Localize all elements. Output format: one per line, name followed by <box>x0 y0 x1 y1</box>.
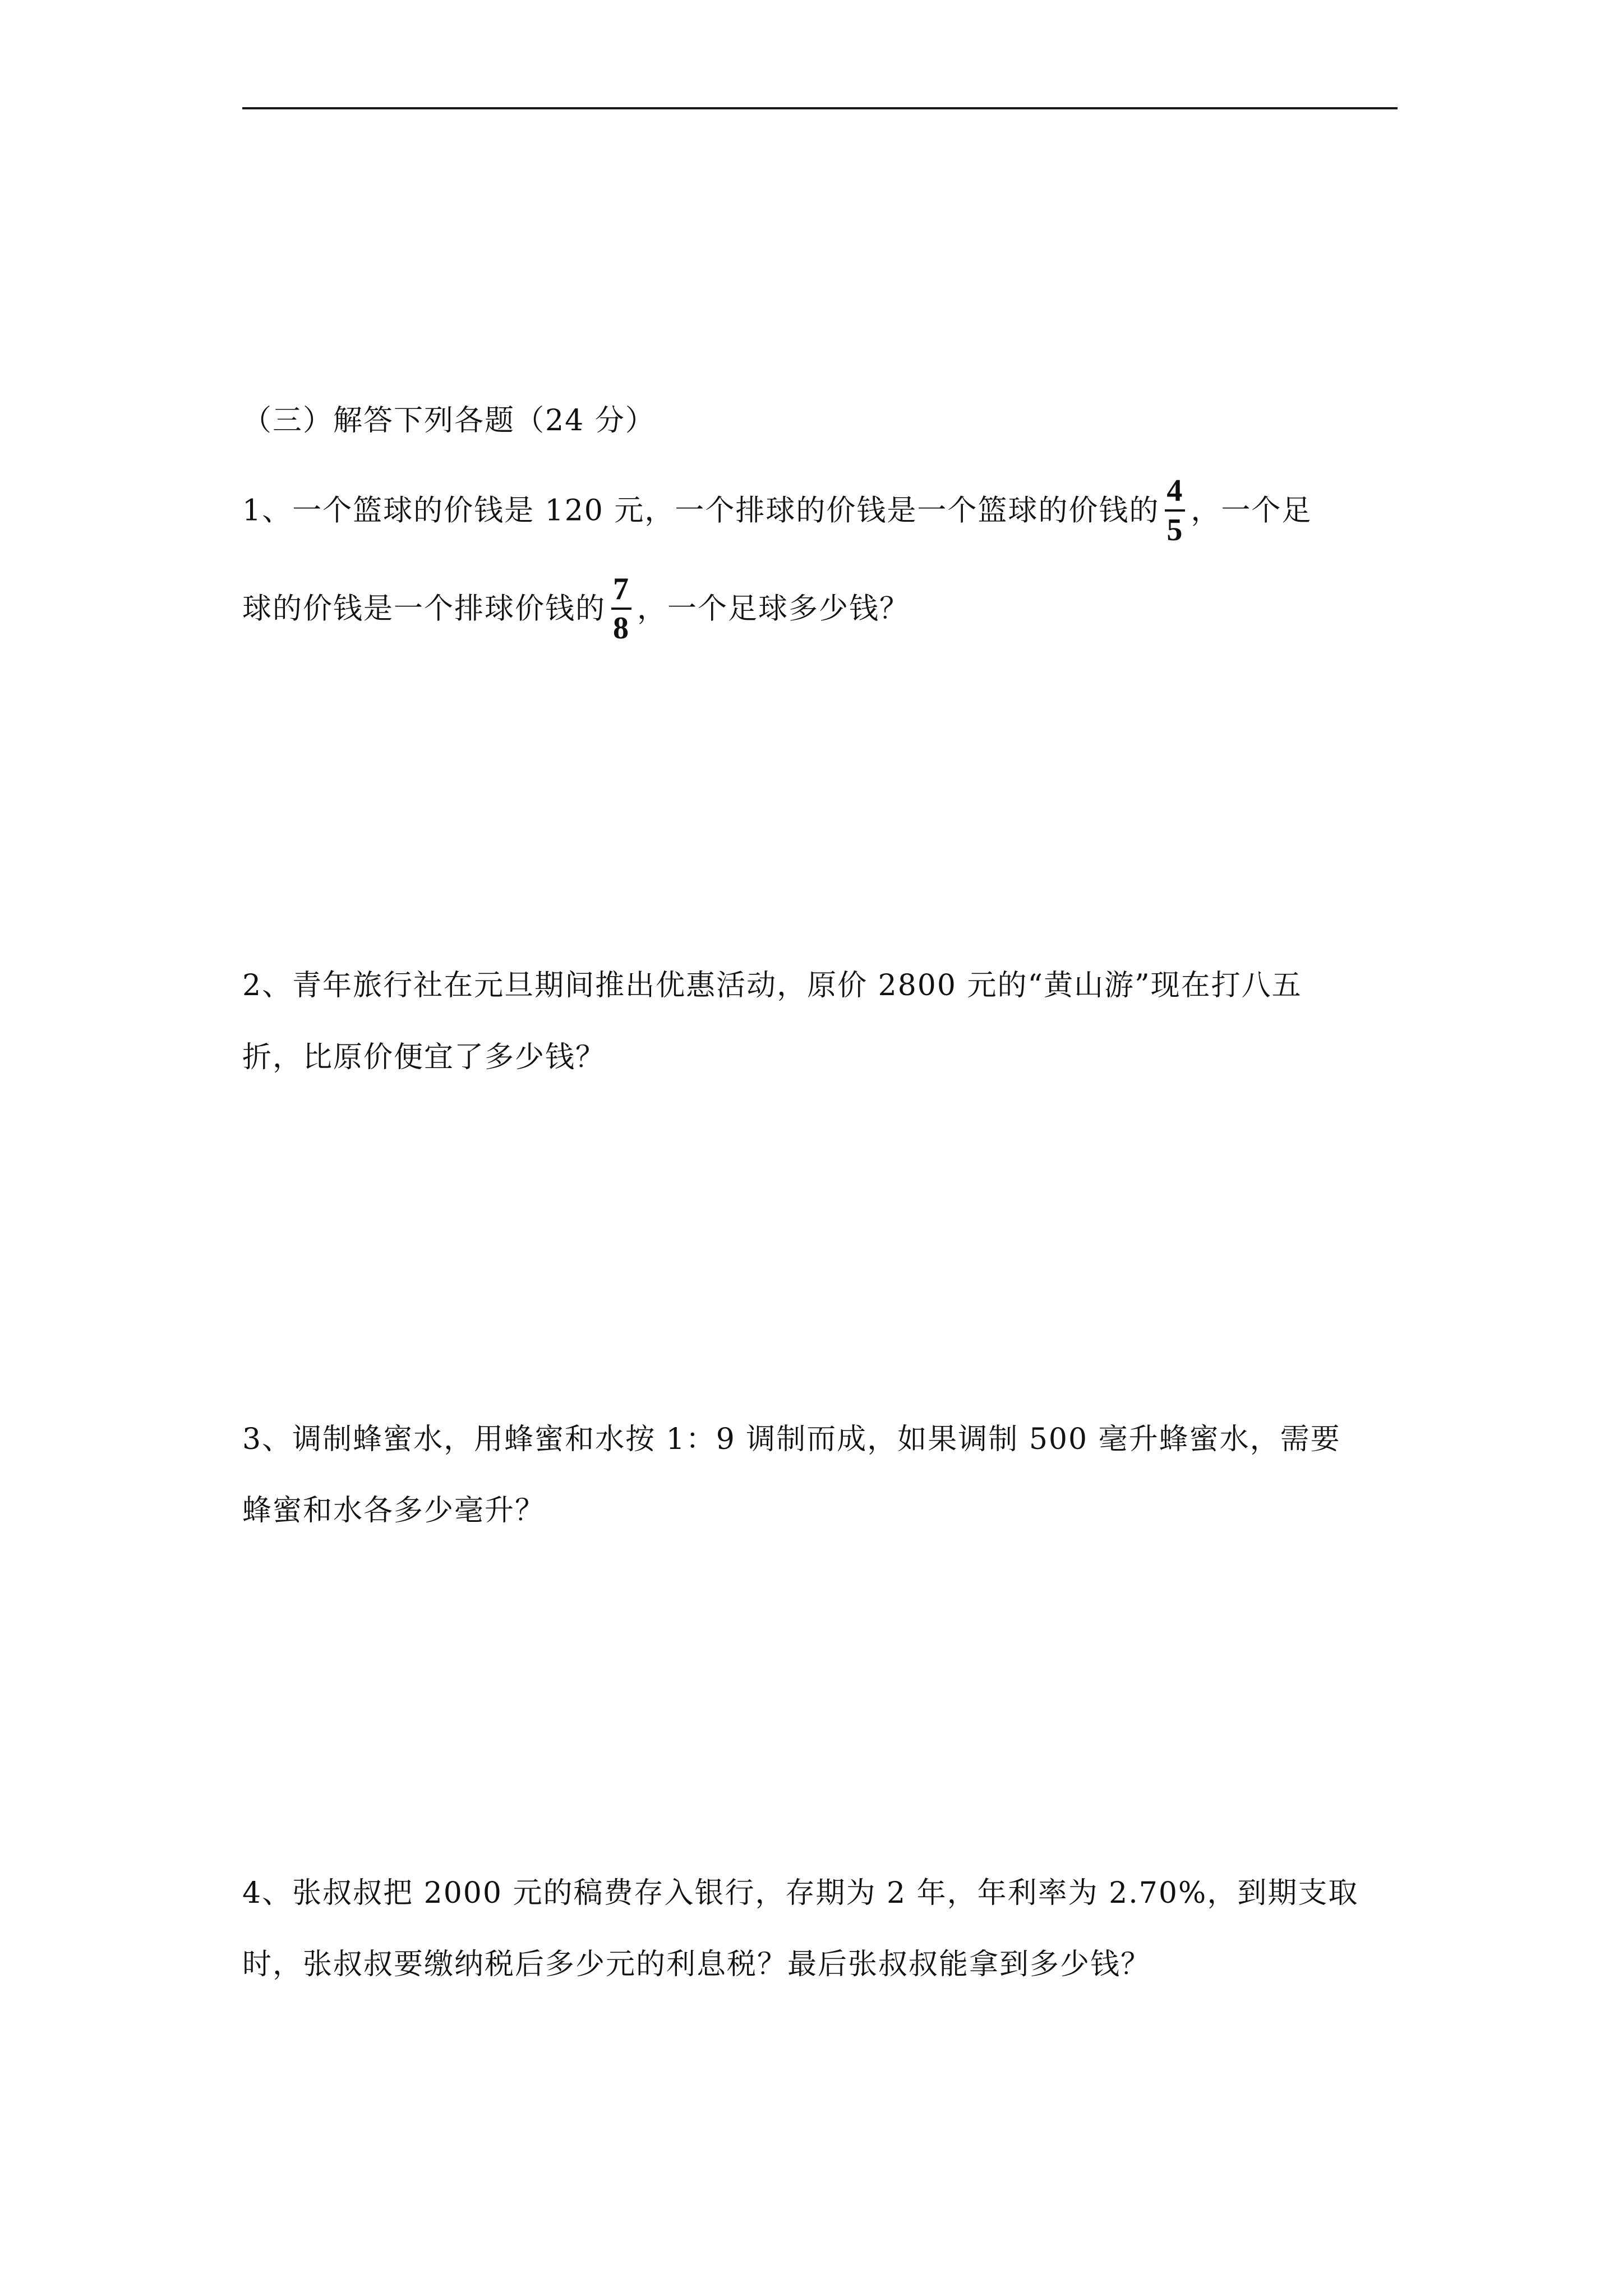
question-4-line-2: 时，张叔叔要缴纳税后多少元的利息税？最后张叔叔能拿到多少钱？ <box>242 1948 1151 1981</box>
question-3-line-1: 3、调制蜂蜜水，用蜂蜜和水按 1：9 调制而成，如果调制 500 毫升蜂蜜水，需要 <box>242 1423 1341 1456</box>
question-1-text-a: 1、一个篮球的价钱是 120 元，一个排球的价钱是一个篮球的价钱的 <box>242 494 1160 528</box>
fraction-numerator: 7 <box>613 572 630 606</box>
question-3-line-2: 蜂蜜和水各多少毫升？ <box>242 1494 546 1527</box>
question-4-line-1: 4、张叔叔把 2000 元的稿费存入银行，存期为 2 年，年利率为 2.70%，到期支取 <box>242 1876 1359 1910</box>
question-1-text-c: 球的价钱是一个排球价钱的 <box>242 592 606 626</box>
question-1-line-1 <box>242 473 1312 550</box>
fraction-bar <box>611 608 631 610</box>
fraction-numerator: 4 <box>1166 473 1184 508</box>
section-title: （三）解答下列各题（24 分） <box>242 404 656 438</box>
header-rule <box>242 107 1398 109</box>
fraction-four-fifths <box>1165 473 1185 547</box>
fraction-seven-eighths <box>611 572 631 646</box>
fraction-denominator: 5 <box>1166 513 1184 547</box>
question-1-line-2 <box>242 574 910 648</box>
fraction-bar <box>1165 509 1185 512</box>
question-2-line-1: 2、青年旅行社在元旦期间推出优惠活动，原价 2800 元的“黄山游”现在打八五 <box>242 969 1302 1002</box>
question-1-text-b: ，一个足 <box>1191 494 1312 528</box>
fraction-denominator: 8 <box>613 611 630 646</box>
question-2-line-2: 折，比原价便宜了多少钱？ <box>242 1041 606 1074</box>
question-1-text-d: ，一个足球多少钱？ <box>637 592 910 626</box>
